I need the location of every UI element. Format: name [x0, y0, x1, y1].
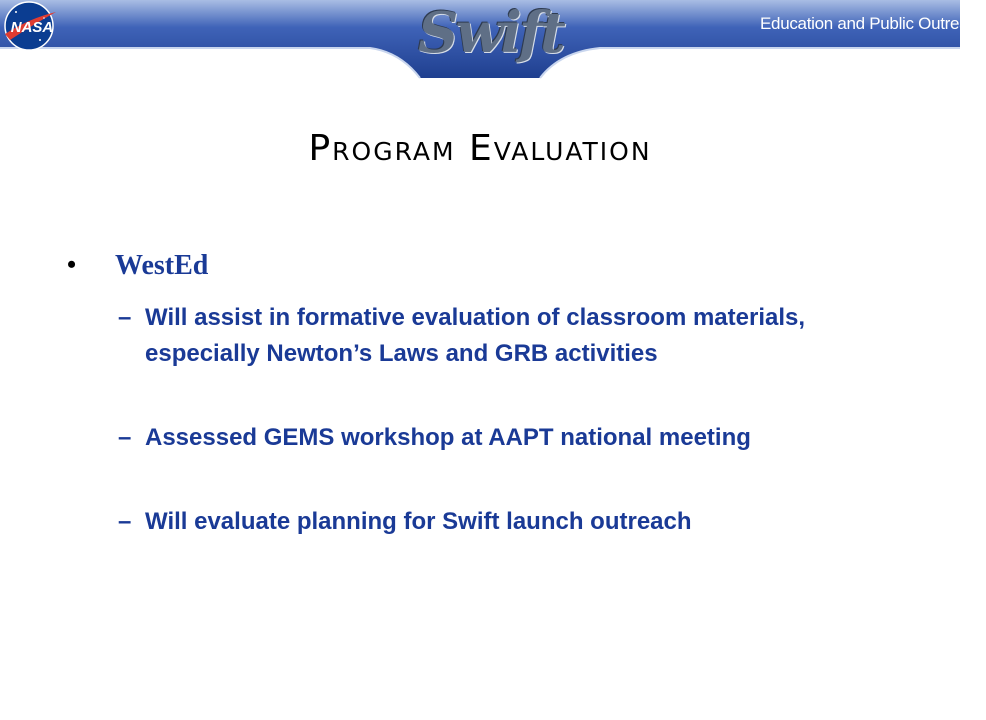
sub-bullet-dash: – [118, 304, 132, 331]
sub-bullet [118, 504, 878, 540]
slide-title: Program Evaluation [308, 128, 652, 169]
header-banner [0, 0, 986, 80]
bullet-marker: • [67, 250, 77, 279]
bullet-heading: WestEd [115, 250, 209, 281]
section-label: Education and Public Outreach [760, 14, 986, 33]
swift-logo: Swift [418, 0, 563, 66]
sub-bullet-dash: – [118, 424, 132, 451]
sub-bullet [118, 300, 878, 372]
sub-bullet-text: Will evaluate planning for Swift launch outreach [145, 508, 692, 535]
nasa-logo-text: NASA [10, 19, 54, 36]
sub-bullet-text: Assessed GEMS workshop at AAPT national meeting [145, 424, 751, 451]
sub-bullet-dash: – [118, 508, 132, 535]
sub-bullet [118, 420, 878, 456]
sub-bullet-text: Will assist in formative evaluation of classroom materials, especially Newton’s Laws and GRB activities [145, 304, 806, 367]
